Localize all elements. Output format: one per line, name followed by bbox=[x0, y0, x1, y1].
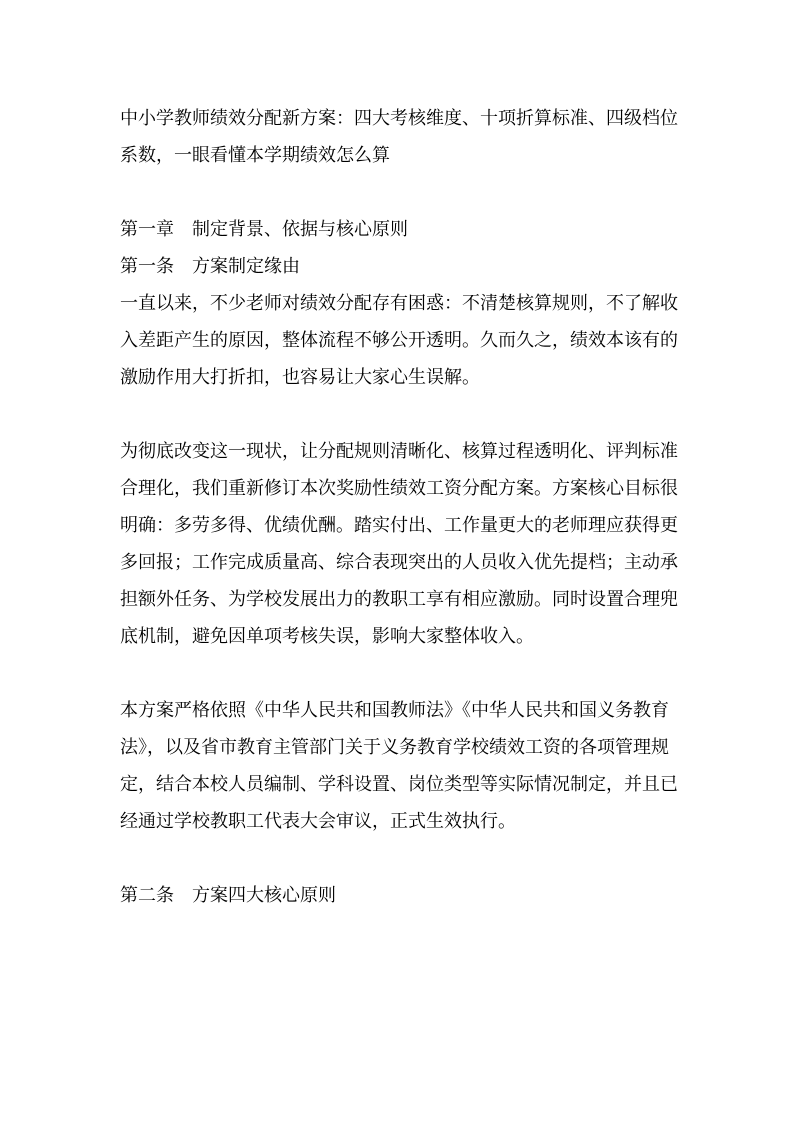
document-page bbox=[120, 100, 680, 914]
chapter-heading: 第一章 制定背景、依据与核心原则 bbox=[120, 219, 408, 240]
spacer bbox=[120, 396, 680, 433]
document-title: 中小学教师绩效分配新方案：四大考核维度、十项折算标准、四级档位系数，一眼看懂本学期绩效怎么算 bbox=[120, 108, 678, 166]
article-heading: 第二条 方案四大核心原则 bbox=[120, 885, 336, 906]
paragraph: 一直以来，不少老师对绩效分配存有困惑：不清楚核算规则，不了解收入差距产生的原因，整体流程不够公开透明。久而久之，绩效本该有的激励作用大打折扣，也容易让大家心生误解。 bbox=[120, 293, 678, 388]
paragraph: 本方案严格依照《中华人民共和国教师法》《中华人民共和国义务教育法》，以及省市教育主管部门关于义务教育学校绩效工资的各项管理规定，结合本校人员编制、学科设置、岗位类型等实际情况制定，并且已经通过学校教职工代表大会审议，正式生效执行。 bbox=[120, 700, 678, 832]
article-heading: 第一条 方案制定缘由 bbox=[120, 256, 300, 277]
spacer bbox=[120, 174, 680, 211]
spacer bbox=[120, 655, 680, 692]
spacer bbox=[120, 840, 680, 877]
paragraph: 为彻底改变这一现状，让分配规则清晰化、核算过程透明化、评判标准合理化，我们重新修订本次奖励性绩效工资分配方案。方案核心目标很明确：多劳多得、优绩优酬。踏实付出、工作量更大的老师理应获得更多回报；工作完成质量高、综合表现突出的人员收入优先提档；主动承担额外任务、为学校发展出力的教职工享有相应激励。同时设置合理兜底机制，避免因单项考核失误，影响大家整体收入。 bbox=[120, 441, 678, 647]
